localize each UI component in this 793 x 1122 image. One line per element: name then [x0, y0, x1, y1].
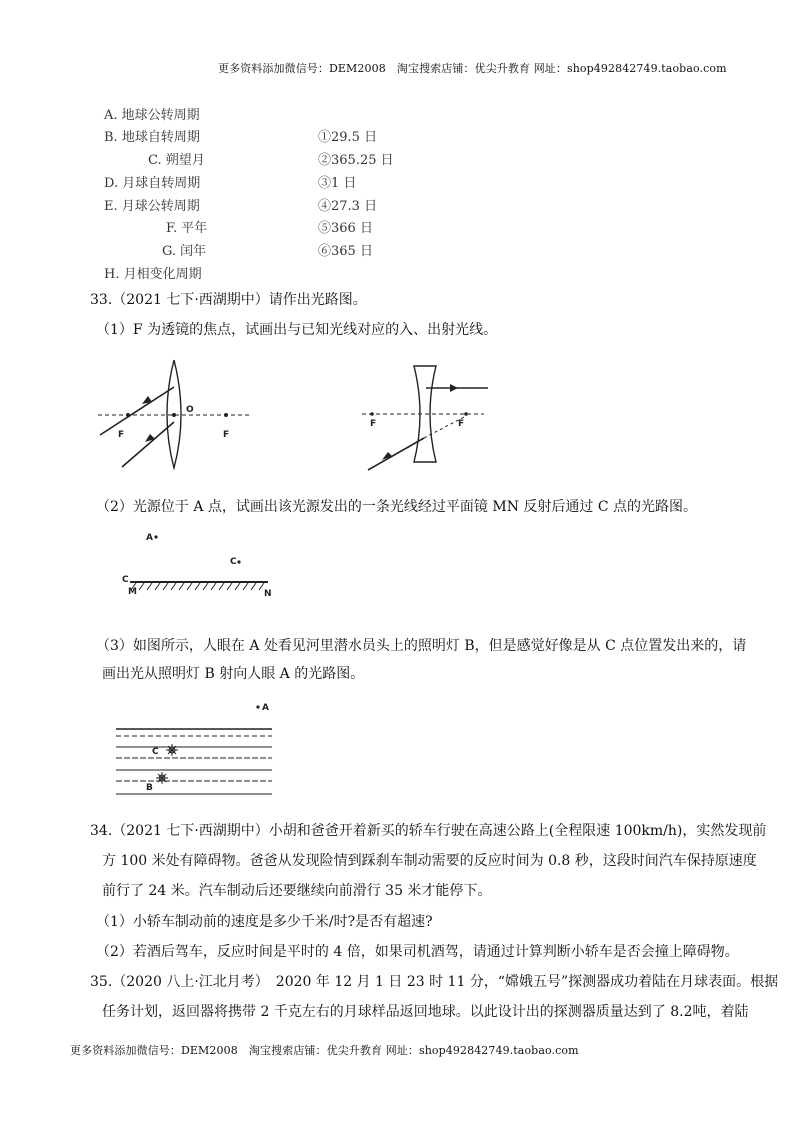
- mirror-hatching: [131, 583, 264, 590]
- matching-left-c: C. 朔望月: [148, 153, 205, 168]
- label-f-left: F: [370, 419, 377, 429]
- convex-lens-figure: [92, 350, 262, 470]
- label-a: A: [262, 703, 269, 713]
- matching-left-d: D. 月球自转周期: [104, 176, 201, 191]
- arrow-icon: [450, 384, 458, 392]
- label-f-left: F: [118, 430, 125, 440]
- q34-line1: 34.（2021 七下·西湖期中）小胡和爸爸开着新买的轿车行驶在高速公路上(全程限速 100km/h)，实然发现前: [90, 823, 767, 839]
- focus-point-right: [224, 413, 228, 417]
- plane-mirror-figure: [118, 526, 278, 610]
- matching-left-a: A. 地球公转周期: [104, 108, 200, 123]
- concave-lens-figure: [358, 358, 498, 478]
- matching-right-1: ①29.5 日: [318, 130, 378, 145]
- q33-part1: （1）F 为透镜的焦点，试画出与已知光线对应的入、出射光线。: [96, 322, 498, 338]
- matching-right-6: ⑥365 日: [318, 244, 373, 259]
- label-o: O: [186, 405, 194, 415]
- matching-left-h: H. 月相变化周期: [104, 267, 202, 282]
- water-refraction-figure: [112, 694, 282, 802]
- arrow-icon: [145, 434, 155, 442]
- focus-point-right: [464, 412, 468, 416]
- label-m: M: [128, 587, 137, 597]
- label-a: A: [146, 533, 153, 543]
- q34-line2: 方 100 米处有障碍物。爸爸从发现险情到踩刹车制动需要的反应时间为 0.8 秒，这段时间汽车保持原速度: [102, 853, 757, 869]
- page-header: 更多资料添加微信号：DEM2008 淘宝搜索店铺：优尖升教育 网址：shop492842749.taobao.com: [218, 62, 727, 75]
- label-c-left: C: [122, 575, 129, 585]
- point-a: [154, 535, 157, 538]
- label-c: C: [230, 557, 237, 567]
- matching-right-5: ⑤366 日: [318, 221, 373, 236]
- matching-right-2: ②365.25 日: [318, 153, 394, 168]
- point-c: [237, 560, 240, 563]
- q33-part3-line2: 画出光从照明灯 B 射向人眼 A 的光路图。: [102, 666, 365, 682]
- q33-part2: （2）光源位于 A 点，试画出该光源发出的一条光线经过平面镜 MN 反射后通过 C 点的光路图。: [96, 499, 698, 515]
- matching-right-4: ④27.3 日: [318, 199, 378, 214]
- q34-sub2: （2）若酒后驾车，反应时间是平时的 4 倍，如果司机酒驾，请通过计算判断小轿车是否会撞上障碍物。: [96, 944, 739, 960]
- lamp-b-icon: [156, 772, 168, 784]
- q34-line3: 前行了 24 米。汽车制动后还要继续向前滑行 35 米才能停下。: [102, 883, 492, 899]
- label-f-right: F: [223, 430, 230, 440]
- q35-line1: 35.（2020 八上·江北月考） 2020 年 12 月 1 日 23 时 11 分，“嫦娥五号”探测器成功着陆在月球表面。根据: [90, 974, 779, 990]
- label-n: N: [264, 589, 272, 599]
- matching-left-b: B. 地球自转周期: [104, 130, 200, 145]
- q35-line2: 任务计划，返回器将携带 2 千克左右的月球样品返回地球。以此设计出的探测器质量达到了 8.2吨，着陆: [102, 1004, 749, 1020]
- focus-point-left: [126, 413, 130, 417]
- matching-right-3: ③1 日: [318, 176, 357, 191]
- matching-left-f: F. 平年: [166, 221, 208, 236]
- page-footer: 更多资料添加微信号：DEM2008 淘宝搜索店铺：优尖升教育 网址：shop492842749.taobao.com: [70, 1044, 579, 1057]
- incident-ray-2: [122, 422, 174, 467]
- label-c: C: [152, 747, 159, 757]
- q34-sub1: （1）小轿车制动前的速度是多少千米/时?是否有超速?: [96, 914, 433, 930]
- point-a: [256, 705, 259, 708]
- q33-part3-line1: （3）如图所示，人眼在 A 处看见河里潜水员头上的照明灯 B，但是感觉好像是从 C 点位置发出来的，请: [96, 638, 747, 654]
- label-b: B: [146, 783, 153, 793]
- q33-title: 33.（2021 七下·西湖期中）请作出光路图。: [90, 292, 367, 308]
- label-f-right: F: [458, 419, 465, 429]
- lamp-c-icon: [166, 744, 178, 756]
- matching-left-g: G. 闰年: [162, 244, 207, 259]
- incident-ray-1: [100, 387, 174, 435]
- focus-point-left: [370, 412, 374, 416]
- optical-center: [172, 413, 176, 417]
- matching-left-e: E. 月球公转周期: [104, 199, 200, 214]
